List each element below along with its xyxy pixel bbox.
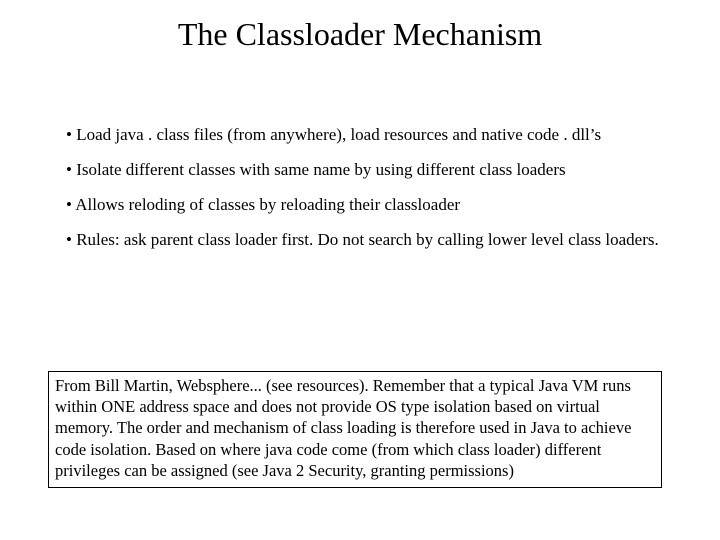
bullet-item: • Rules: ask parent class loader first. Do not search by calling lower level class loaders. (66, 230, 659, 249)
bullet-item: • Isolate different classes with same name by using different class loaders (66, 160, 566, 179)
bullet-item: • Load java . class files (from anywhere), load resources and native code . dll’s (66, 125, 602, 144)
bullet-list (66, 124, 666, 264)
source-note-box: From Bill Martin, Websphere... (see resources). Remember that a typical Java VM runs within ONE address space and does not provide OS type isolation based on virtual memory. The order and mechanism of class loading is therefore used in Java to achieve code isolation. Based on where java code come (from which class loader) different privileges can be assigned (see Java 2 Security, granting permissions) (48, 371, 662, 488)
bullet-item: • Allows reloding of classes by reloading their classloader (66, 195, 461, 214)
slide-title: The Classloader Mechanism (177, 16, 543, 52)
